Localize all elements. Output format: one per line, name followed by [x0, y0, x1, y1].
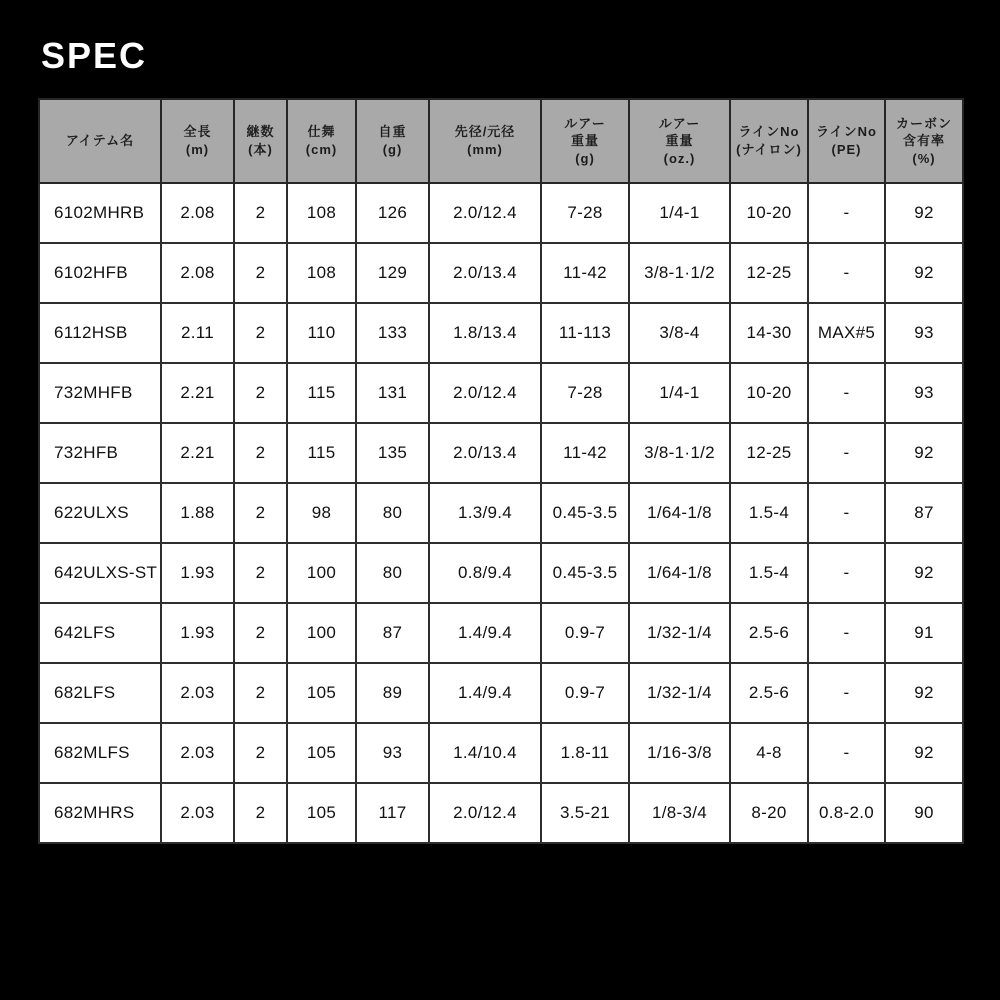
cell-line-no-nylon: 1.5-4 [730, 543, 808, 603]
cell-carbon-content-pct: 92 [885, 423, 963, 483]
cell-closed-length-cm: 98 [287, 483, 356, 543]
cell-line-no-nylon: 12-25 [730, 243, 808, 303]
cell-item-name: 6102HFB [39, 243, 161, 303]
cell-pieces: 2 [234, 243, 287, 303]
column-header-line: 仕舞 [307, 124, 336, 140]
cell-line-no-pe: - [808, 483, 885, 543]
cell-item-name: 682LFS [39, 663, 161, 723]
cell-self-weight-g: 89 [356, 663, 429, 723]
cell-lure-weight-g: 7-28 [541, 183, 629, 243]
cell-total-length-m: 2.03 [161, 723, 234, 783]
cell-pieces: 2 [234, 363, 287, 423]
cell-closed-length-cm: 105 [287, 723, 356, 783]
cell-line-no-nylon: 2.5-6 [730, 603, 808, 663]
column-header-line: (%) [912, 150, 936, 166]
cell-tip-butt-diameter-mm: 1.3/9.4 [429, 483, 541, 543]
column-header-carbon-content-pct [885, 99, 963, 183]
cell-total-length-m: 2.08 [161, 243, 234, 303]
column-header-line-no-nylon [730, 99, 808, 183]
cell-line-no-pe: - [808, 543, 885, 603]
cell-carbon-content-pct: 92 [885, 723, 963, 783]
cell-lure-weight-oz: 1/64-1/8 [629, 483, 730, 543]
cell-lure-weight-oz: 3/8-1·1/2 [629, 423, 730, 483]
column-header-lure-weight-g [541, 99, 629, 183]
cell-pieces: 2 [234, 783, 287, 843]
cell-line-no-pe: 0.8-2.0 [808, 783, 885, 843]
cell-self-weight-g: 80 [356, 483, 429, 543]
table-row [39, 663, 963, 723]
cell-tip-butt-diameter-mm: 2.0/13.4 [429, 423, 541, 483]
cell-self-weight-g: 133 [356, 303, 429, 363]
column-header-line: 含有率 [902, 133, 945, 149]
cell-self-weight-g: 126 [356, 183, 429, 243]
column-header-line: 継数 [246, 124, 275, 140]
column-header-line: アイテム名 [65, 133, 135, 149]
cell-item-name: 6112HSB [39, 303, 161, 363]
cell-item-name: 732HFB [39, 423, 161, 483]
cell-lure-weight-g: 11-113 [541, 303, 629, 363]
cell-line-no-nylon: 10-20 [730, 363, 808, 423]
page-title: SPEC [41, 35, 148, 76]
cell-line-no-nylon: 1.5-4 [730, 483, 808, 543]
cell-item-name: 682MLFS [39, 723, 161, 783]
cell-pieces: 2 [234, 663, 287, 723]
cell-self-weight-g: 117 [356, 783, 429, 843]
cell-line-no-nylon: 10-20 [730, 183, 808, 243]
cell-carbon-content-pct: 92 [885, 183, 963, 243]
cell-lure-weight-oz: 1/8-3/4 [629, 783, 730, 843]
cell-closed-length-cm: 110 [287, 303, 356, 363]
spec-table-body [39, 183, 963, 843]
cell-lure-weight-g: 0.9-7 [541, 663, 629, 723]
column-header-line: 先径/元径 [454, 124, 516, 140]
column-header-self-weight-g [356, 99, 429, 183]
cell-pieces: 2 [234, 543, 287, 603]
cell-lure-weight-oz: 1/16-3/8 [629, 723, 730, 783]
column-header-item-name [39, 99, 161, 183]
cell-tip-butt-diameter-mm: 1.8/13.4 [429, 303, 541, 363]
column-header-line: 全長 [183, 124, 212, 140]
cell-line-no-pe: - [808, 603, 885, 663]
cell-pieces: 2 [234, 723, 287, 783]
cell-tip-butt-diameter-mm: 1.4/9.4 [429, 663, 541, 723]
cell-carbon-content-pct: 93 [885, 363, 963, 423]
cell-self-weight-g: 93 [356, 723, 429, 783]
cell-carbon-content-pct: 90 [885, 783, 963, 843]
cell-pieces: 2 [234, 483, 287, 543]
table-row [39, 543, 963, 603]
cell-lure-weight-g: 0.45-3.5 [541, 483, 629, 543]
cell-closed-length-cm: 108 [287, 243, 356, 303]
cell-pieces: 2 [234, 183, 287, 243]
cell-closed-length-cm: 105 [287, 783, 356, 843]
cell-lure-weight-g: 3.5-21 [541, 783, 629, 843]
cell-line-no-pe: MAX#5 [808, 303, 885, 363]
cell-total-length-m: 2.21 [161, 423, 234, 483]
column-header-tip-butt-diameter-mm [429, 99, 541, 183]
cell-lure-weight-g: 1.8-11 [541, 723, 629, 783]
cell-line-no-nylon: 12-25 [730, 423, 808, 483]
cell-total-length-m: 2.11 [161, 303, 234, 363]
cell-item-name: 642LFS [39, 603, 161, 663]
column-header-line: 自重 [378, 124, 407, 140]
cell-self-weight-g: 131 [356, 363, 429, 423]
cell-tip-butt-diameter-mm: 2.0/12.4 [429, 783, 541, 843]
cell-closed-length-cm: 105 [287, 663, 356, 723]
column-header-closed-length-cm [287, 99, 356, 183]
column-header-line: (g) [575, 150, 595, 166]
column-header-line: カーボン [895, 115, 952, 131]
cell-item-name: 6102MHRB [39, 183, 161, 243]
table-row [39, 243, 963, 303]
cell-lure-weight-oz: 1/4-1 [629, 183, 730, 243]
column-header-line: (本) [248, 142, 273, 157]
cell-item-name: 642ULXS-ST [39, 543, 161, 603]
cell-line-no-pe: - [808, 723, 885, 783]
column-header-line: 重量 [570, 133, 599, 149]
table-row [39, 423, 963, 483]
cell-total-length-m: 1.88 [161, 483, 234, 543]
cell-item-name: 682MHRS [39, 783, 161, 843]
cell-carbon-content-pct: 92 [885, 663, 963, 723]
cell-lure-weight-g: 7-28 [541, 363, 629, 423]
cell-lure-weight-oz: 1/64-1/8 [629, 543, 730, 603]
cell-total-length-m: 2.03 [161, 783, 234, 843]
cell-item-name: 732MHFB [39, 363, 161, 423]
cell-lure-weight-oz: 1/4-1 [629, 363, 730, 423]
column-header-line: (PE) [831, 142, 862, 157]
cell-closed-length-cm: 108 [287, 183, 356, 243]
column-header-total-length-m [161, 99, 234, 183]
cell-lure-weight-g: 0.45-3.5 [541, 543, 629, 603]
cell-tip-butt-diameter-mm: 2.0/13.4 [429, 243, 541, 303]
cell-pieces: 2 [234, 303, 287, 363]
cell-lure-weight-oz: 3/8-4 [629, 303, 730, 363]
cell-carbon-content-pct: 91 [885, 603, 963, 663]
spec-table-header [39, 99, 963, 183]
cell-item-name: 622ULXS [39, 483, 161, 543]
column-header-line: (m) [185, 142, 210, 157]
table-row [39, 603, 963, 663]
cell-closed-length-cm: 100 [287, 543, 356, 603]
cell-carbon-content-pct: 87 [885, 483, 963, 543]
cell-pieces: 2 [234, 423, 287, 483]
cell-closed-length-cm: 115 [287, 423, 356, 483]
cell-line-no-pe: - [808, 663, 885, 723]
table-row [39, 783, 963, 843]
column-header-line: 重量 [665, 133, 694, 149]
column-header-line: (mm) [467, 142, 503, 157]
cell-tip-butt-diameter-mm: 0.8/9.4 [429, 543, 541, 603]
cell-carbon-content-pct: 92 [885, 243, 963, 303]
cell-line-no-pe: - [808, 183, 885, 243]
cell-tip-butt-diameter-mm: 2.0/12.4 [429, 363, 541, 423]
cell-lure-weight-oz: 1/32-1/4 [629, 603, 730, 663]
cell-line-no-pe: - [808, 363, 885, 423]
cell-pieces: 2 [234, 603, 287, 663]
column-header-line: ルアー [564, 115, 606, 131]
cell-total-length-m: 1.93 [161, 603, 234, 663]
cell-self-weight-g: 80 [356, 543, 429, 603]
cell-total-length-m: 2.03 [161, 663, 234, 723]
table-row [39, 483, 963, 543]
column-header-line: (cm) [305, 142, 338, 157]
cell-tip-butt-diameter-mm: 2.0/12.4 [429, 183, 541, 243]
cell-total-length-m: 1.93 [161, 543, 234, 603]
column-header-line-no-pe [808, 99, 885, 183]
cell-line-no-nylon: 2.5-6 [730, 663, 808, 723]
cell-line-no-nylon: 14-30 [730, 303, 808, 363]
cell-self-weight-g: 129 [356, 243, 429, 303]
cell-total-length-m: 2.08 [161, 183, 234, 243]
cell-carbon-content-pct: 92 [885, 543, 963, 603]
column-header-line: (g) [382, 142, 403, 157]
table-row [39, 183, 963, 243]
cell-line-no-pe: - [808, 243, 885, 303]
cell-carbon-content-pct: 93 [885, 303, 963, 363]
column-header-line: ラインNo [816, 124, 877, 140]
header-row [39, 99, 963, 183]
column-header-line: ルアー [658, 115, 701, 131]
cell-line-no-nylon: 4-8 [730, 723, 808, 783]
cell-closed-length-cm: 115 [287, 363, 356, 423]
cell-lure-weight-oz: 3/8-1·1/2 [629, 243, 730, 303]
cell-self-weight-g: 135 [356, 423, 429, 483]
cell-lure-weight-g: 11-42 [541, 243, 629, 303]
column-header-line: (ナイロン) [736, 142, 802, 157]
column-header-line: (oz.) [663, 150, 696, 166]
table-row [39, 723, 963, 783]
column-header-line: ラインNo [738, 124, 800, 140]
spec-table [38, 98, 964, 844]
cell-closed-length-cm: 100 [287, 603, 356, 663]
cell-self-weight-g: 87 [356, 603, 429, 663]
table-row [39, 303, 963, 363]
cell-tip-butt-diameter-mm: 1.4/10.4 [429, 723, 541, 783]
cell-line-no-nylon: 8-20 [730, 783, 808, 843]
table-row [39, 363, 963, 423]
column-header-pieces [234, 99, 287, 183]
cell-tip-butt-diameter-mm: 1.4/9.4 [429, 603, 541, 663]
cell-lure-weight-g: 11-42 [541, 423, 629, 483]
cell-lure-weight-oz: 1/32-1/4 [629, 663, 730, 723]
column-header-lure-weight-oz [629, 99, 730, 183]
cell-line-no-pe: - [808, 423, 885, 483]
cell-total-length-m: 2.21 [161, 363, 234, 423]
cell-lure-weight-g: 0.9-7 [541, 603, 629, 663]
